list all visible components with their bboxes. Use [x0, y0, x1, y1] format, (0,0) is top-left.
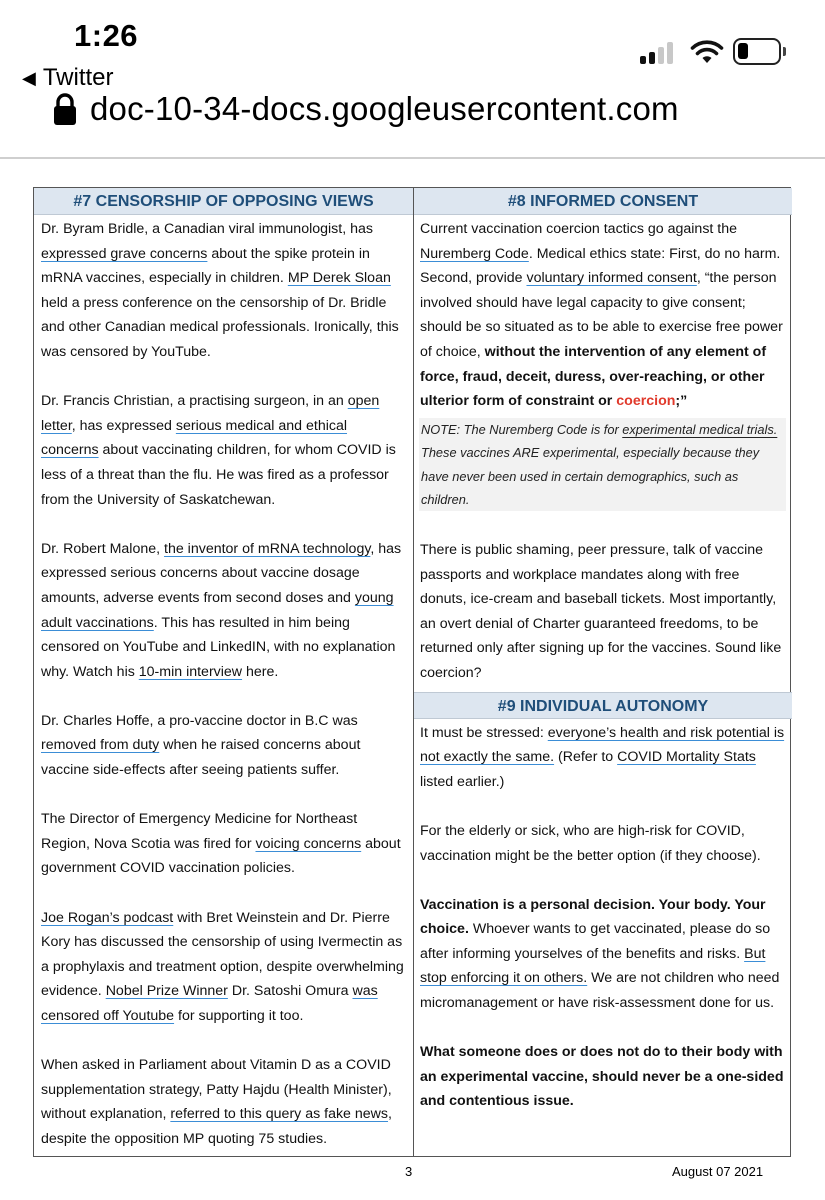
clock: 1:26 — [74, 18, 139, 53]
status-bar — [0, 0, 825, 62]
paragraph-conclusion: What someone does or does not do to their body with an experimental vaccine, should never be a one-sided and contentious issue. — [420, 1044, 784, 1110]
text-run: about vaccinating children, for whom COVID is less of a threat than the flu. He was fired as a professor from the University of Saskatchewan. — [41, 442, 396, 508]
text-run: . Medical ethics state: First, do no harm. Second, provide — [420, 245, 781, 287]
text-run: about the spike protein in mRNA vaccines, especially in children. — [41, 245, 370, 287]
spacer — [41, 783, 407, 808]
address-bar[interactable] — [52, 90, 679, 128]
text-run: , “the person involved should have legal capacity to give consent; should be so situated as to be able to exercise free power of choice, — [420, 270, 783, 360]
text-run: It must be stressed: — [420, 724, 548, 741]
paragraph-bridle — [41, 217, 407, 365]
left-column — [34, 188, 414, 1156]
page-number: 3 — [405, 1164, 413, 1179]
paragraph-elderly: For the elderly or sick, who are high-risk for COVID, vaccination might be the better option (if they choose). — [420, 822, 761, 864]
link-voluntary-consent[interactable]: voluntary informed consent — [526, 270, 697, 287]
text-run: Whoever wants to get vaccinated, please do so after informing yourselves of the benefits and risks. — [420, 921, 771, 962]
link-nobel-prize[interactable]: Nobel Prize Winner — [105, 983, 228, 1000]
spacer — [41, 881, 407, 906]
link-nuremberg-code[interactable]: Nuremberg Code — [420, 245, 529, 262]
spacer — [420, 868, 786, 893]
text-run: When asked in Parliament about Vitamin D as a COVID supplementation strategy, Patty Hajdu (Health Minister), without explanation, — [41, 1057, 392, 1123]
text-run: listed earlier.) — [420, 773, 505, 790]
wifi-icon — [690, 38, 724, 64]
paragraph-vitamin-d — [41, 1053, 407, 1151]
text-run: These vaccines ARE experimental, especially because they have never been used in certain demographics, such as children. — [421, 445, 760, 507]
heading-informed-consent: #8 INFORMED CONSENT — [414, 188, 792, 215]
link-rogan-podcast[interactable]: Joe Rogan’s podcast — [41, 909, 174, 926]
link-mrna-inventor[interactable]: the inventor of mRNA technology — [164, 540, 371, 557]
back-to-app-link[interactable] — [22, 64, 114, 92]
text-run: Dr. Byram Bridle, a Canadian viral immunologist, has — [41, 221, 373, 237]
link-ethical-concerns[interactable]: serious medical and ethical concerns — [41, 417, 348, 459]
text-run: (Refer to — [554, 749, 618, 766]
paragraph-christian — [41, 389, 407, 512]
heading-censorship: #7 CENSORSHIP OF OPPOSING VIEWS — [34, 188, 413, 215]
link-removed-from-duty[interactable]: removed from duty — [41, 737, 160, 754]
spacer — [41, 512, 407, 537]
link-censored-youtube[interactable]: was censored off Youtube — [41, 983, 378, 1024]
spacer — [420, 513, 786, 538]
back-arrow-icon: ◀ — [22, 67, 36, 88]
paragraph-personal-decision — [420, 893, 786, 1016]
text-run: Current vaccination coercion tactics go against the — [420, 221, 738, 237]
text-run: Dr. Francis Christian, a practising surgeon, in an — [41, 393, 348, 410]
text-run: Dr. Charles Hoffe, a pro-vaccine doctor in B.C was — [41, 712, 358, 729]
text-run: Dr. Satoshi Omura — [227, 983, 353, 1000]
text-run: , has expressed serious concerns about vaccine dosage amounts, adverse events from second doses and — [41, 540, 402, 606]
text-run: for supporting it too. — [174, 1008, 304, 1024]
text-run: NOTE: The Nuremberg Code is for — [421, 421, 623, 437]
text-run: The Director of Emergency Medicine for Northeast Region, Nova Scotia was fired for — [41, 811, 358, 852]
nuremberg-note — [419, 418, 786, 512]
bold-text: Vaccination is a personal decision. Your body. Your choice. — [420, 896, 766, 938]
lock-icon — [52, 92, 78, 126]
paragraph-nuremberg — [420, 217, 786, 414]
text-run: Dr. Robert Malone, — [41, 540, 165, 557]
paragraph-malone — [41, 537, 407, 685]
back-app-label: Twitter — [42, 64, 114, 91]
paragraph-public-shaming: There is public shaming, peer pressure, talk of vaccine passports and workplace mandates along with free donuts, ice-cream and baseball tickets. Most importantly, an overt denial of Charter guaranteed freedoms, to be returned only after signing up for the vaccines. Sound like coercion? — [420, 541, 782, 681]
link-experimental-trials[interactable]: experimental medical trials. — [622, 421, 778, 437]
link-voicing-concerns[interactable]: voicing concerns — [255, 835, 362, 852]
paragraph-nova-scotia — [41, 807, 407, 881]
link-fake-news[interactable]: referred to this query as fake news — [170, 1106, 389, 1123]
bold-text: without the intervention of any element of force, fraud, deceit, duress, over-reaching, or other ulterior form of constraint or — [420, 343, 767, 410]
link-mortality-stats[interactable]: COVID Mortality Stats — [617, 749, 756, 766]
text-run: here. — [242, 663, 279, 680]
document-table — [33, 187, 791, 1157]
spacer — [420, 794, 786, 819]
text-run: , has expressed — [71, 417, 176, 434]
paragraph-rogan — [41, 906, 407, 1029]
paragraph-risk-potential — [420, 721, 786, 795]
footer-date: August 07 2021 — [672, 1164, 764, 1179]
link-open-letter[interactable]: open letter — [41, 393, 380, 434]
heading-individual-autonomy: #9 INDIVIDUAL AUTONOMY — [414, 692, 792, 719]
text-run: held a press conference on the censorship of Dr. Bridle and other Canadian medical professionals. Ironically, this was censored by YouTube. — [41, 294, 399, 360]
spacer — [420, 1016, 786, 1041]
page-url: doc-10-34-docs.googleusercontent.com — [90, 90, 679, 127]
right-column-text-2 — [414, 511, 792, 685]
right-column — [414, 188, 792, 1156]
left-column-text — [34, 215, 413, 1152]
coercion-highlight: coercion — [616, 393, 676, 410]
link-young-adult[interactable]: young adult vaccinations — [41, 589, 394, 631]
right-column-text — [414, 215, 792, 414]
text-run: We are not children who need micromanagement or have risk-assessment done for us. — [420, 970, 780, 1012]
spacer — [41, 1029, 407, 1054]
link-stop-enforcing[interactable]: But stop enforcing it on others. — [420, 945, 766, 987]
link-grave-concerns[interactable]: expressed grave concerns — [41, 245, 208, 262]
link-derek-sloan[interactable]: MP Derek Sloan — [287, 270, 391, 287]
battery-icon — [733, 38, 781, 65]
cellular-signal-icon — [640, 40, 680, 64]
paragraph-hoffe — [41, 709, 407, 783]
toolbar-divider — [0, 157, 825, 159]
link-risk-potential[interactable]: everyone’s health and risk potential is not exactly the same. — [420, 724, 785, 766]
right-column-text-3 — [414, 719, 792, 1115]
text-run: . This has resulted in him being censored on YouTube and LinkedIN, with no explanation why. Watch his — [41, 614, 396, 680]
spacer — [41, 684, 407, 709]
spacer — [41, 365, 407, 390]
bold-text: ;” — [675, 393, 688, 410]
text-run: when he raised concerns about vaccine side-effects after seeing patients suffer. — [41, 737, 361, 779]
link-interview[interactable]: 10-min interview — [138, 663, 243, 680]
text-run: about government COVID vaccination policies. — [41, 835, 401, 877]
text-run: with Bret Weinstein and Dr. Pierre Kory has discussed the censorship of using Ivermectin as a prophylaxis and treatment option, despite overwhelming evidence. — [41, 909, 404, 1000]
text-run: , despite the opposition MP quoting 75 studies. — [41, 1106, 392, 1147]
